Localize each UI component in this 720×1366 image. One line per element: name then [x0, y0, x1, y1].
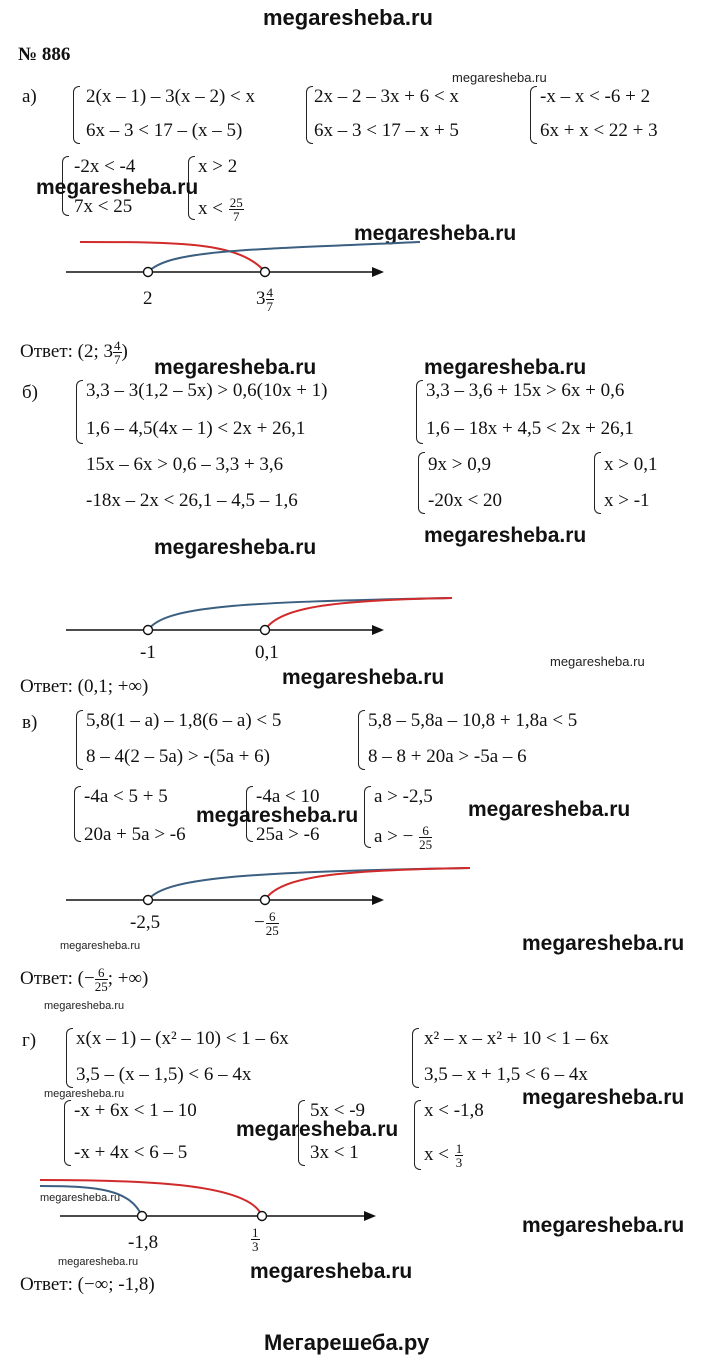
open-point: [138, 1212, 147, 1221]
answer-b: [20, 676, 148, 698]
number-line-c: [0, 862, 720, 922]
answer-label: Ответ:: [20, 1274, 73, 1295]
watermark-small: megaresheba.ru: [550, 654, 645, 669]
frac-den: 25: [419, 837, 433, 852]
frac-den: 25: [265, 923, 279, 938]
fraction: [113, 339, 122, 366]
d-s5-line1: x < -1,8: [424, 1100, 484, 1121]
frac-num: 6: [95, 966, 108, 980]
watermark: megaresheba.ru: [236, 1118, 399, 1141]
frac-den: 7: [232, 209, 240, 224]
frac-den: 25: [94, 979, 108, 994]
tick-label-1-3: [250, 1226, 261, 1253]
open-point: [261, 896, 270, 905]
answer-label: Ответ:: [20, 967, 73, 989]
b-s5-line1: x > 0,1: [604, 454, 658, 475]
blue-arc: [148, 598, 452, 630]
answer-c: [20, 966, 148, 993]
c-s2-line1: 5,8 – 5,8a – 10,8 + 1,8a < 5: [368, 710, 578, 731]
axis-arrow: [364, 1211, 376, 1221]
brace: [306, 86, 313, 144]
site-header: megaresheba.ru: [263, 5, 433, 30]
tick-sign: −: [254, 911, 265, 933]
frac-num: 4: [266, 285, 273, 300]
part-a-label: а): [22, 86, 37, 107]
c-s1-line1: 5,8(1 – a) – 1,8(6 – a) < 5: [86, 710, 282, 731]
a-s3-line2: 6x + x < 22 + 3: [540, 120, 658, 141]
a-s5-line2: [198, 196, 245, 223]
problem-number: № 886: [18, 44, 71, 65]
answer-suffix: ; +∞): [107, 967, 149, 989]
fraction: [229, 196, 244, 223]
part-b-label: б): [22, 382, 38, 403]
brace: [74, 786, 81, 842]
open-point: [144, 626, 153, 635]
answer-prefix: (−: [77, 967, 95, 989]
blue-arc: [148, 242, 420, 272]
tick-label-minus-6-25: [254, 910, 280, 937]
frac-den: 7: [266, 299, 273, 314]
b-s2-line2: 1,6 – 18x + 4,5 < 2x + 26,1: [426, 418, 634, 439]
axis-arrow: [372, 895, 384, 905]
fraction: [95, 966, 108, 993]
c-s5-line1: a > -2,5: [374, 786, 433, 807]
watermark: megaresheba.ru: [522, 1214, 685, 1237]
brace: [594, 452, 601, 514]
c-s2-line2: 8 – 8 + 20a > -5a – 6: [368, 746, 527, 767]
frac-den: 3: [455, 1155, 463, 1170]
frac-num: 1: [455, 1141, 463, 1156]
d-s3-line1: -x + 6x < 1 – 10: [74, 1100, 197, 1121]
brace: [76, 710, 83, 770]
a-s3-line1: -x – x < -6 + 2: [540, 86, 651, 107]
watermark: megaresheba.ru: [196, 804, 359, 827]
frac-num: 6: [419, 824, 432, 838]
watermark-small: megaresheba.ru: [452, 70, 547, 85]
b-s1-line1: 3,3 – 3(1,2 – 5x) > 0,6(10x + 1): [86, 380, 328, 401]
a-s5-line1: x > 2: [198, 156, 238, 177]
b-s4-line2: -20x < 20: [428, 490, 503, 511]
brace: [418, 452, 425, 514]
answer-value: (−∞; -1,8): [77, 1274, 155, 1295]
fraction: [266, 286, 275, 313]
fraction: [455, 1142, 464, 1169]
watermark: megaresheba.ru: [522, 932, 685, 955]
d-s4-line2: 3x < 1: [310, 1142, 359, 1163]
d-s1-line2: 3,5 – (x – 1,5) < 6 – 4x: [76, 1064, 252, 1085]
frac-num: 4: [114, 338, 121, 353]
b-s1-line2: 1,6 – 4,5(4x – 1) < 2x + 26,1: [86, 418, 306, 439]
watermark: megaresheba.ru: [250, 1260, 413, 1283]
tick-label-3-4-7: [256, 286, 275, 313]
answer-prefix: (2; 3: [77, 340, 114, 362]
watermark: megaresheba.ru: [354, 222, 517, 245]
c-s4-line1: -4a < 10: [256, 786, 320, 807]
c-s5-lhs: a > −: [374, 825, 414, 847]
brace: [416, 380, 423, 444]
tick-label-minus-2-5: -2,5: [130, 912, 161, 933]
a-s4-line2: 7x < 25: [74, 196, 133, 217]
d-s4-line1: 5x < -9: [310, 1100, 366, 1121]
tick-label-2: 2: [143, 288, 153, 309]
a-s4-line1: -2x < -4: [74, 156, 136, 177]
open-point: [144, 896, 153, 905]
number-line-a: [0, 236, 720, 326]
open-point: [144, 268, 153, 277]
b-s5-line2: x > -1: [604, 490, 650, 511]
d-s5-lhs: x <: [424, 1143, 449, 1165]
b-s2-line1: 3,3 – 3,6 + 15x > 6x + 0,6: [426, 380, 625, 401]
watermark-small: megaresheba.ru: [40, 1192, 121, 1204]
watermark: megaresheba.ru: [154, 356, 317, 379]
watermark-small: megaresheba.ru: [44, 1088, 125, 1100]
brace: [76, 380, 83, 444]
watermark: megaresheba.ru: [468, 798, 631, 821]
part-c-label: в): [22, 712, 38, 733]
watermark: megaresheba.ru: [282, 666, 445, 689]
a-s2-line2: 6x – 3 < 17 – x + 5: [314, 120, 459, 141]
c-s4-line2: 25a > -6: [256, 824, 320, 845]
open-point: [261, 626, 270, 635]
answer-label: Ответ:: [20, 340, 73, 362]
b-s3-line1: 15x – 6x > 0,6 – 3,3 + 3,6: [86, 454, 284, 475]
b-s4-line1: 9x > 0,9: [428, 454, 491, 475]
a-s2-line1: 2x – 2 – 3x + 6 < x: [314, 86, 459, 107]
brace: [530, 86, 537, 144]
c-s3-line2: 20a + 5a > -6: [84, 824, 186, 845]
brace: [66, 1028, 73, 1088]
red-arc: [80, 242, 265, 272]
axis-arrow: [372, 625, 384, 635]
fraction: [266, 910, 279, 937]
brace: [364, 786, 371, 848]
a-s1-line2: 6x – 3 < 17 – (x – 5): [86, 120, 243, 141]
watermark-small: megaresheba.ru: [60, 940, 141, 952]
c-s3-line1: -4a < 5 + 5: [84, 786, 168, 807]
frac-num: 6: [266, 910, 279, 924]
d-s5-line2: [424, 1142, 464, 1169]
tick-label-minus-1-8: -1,8: [128, 1232, 159, 1253]
answer-label: Ответ:: [20, 676, 73, 697]
d-s3-line2: -x + 4x < 6 – 5: [74, 1142, 188, 1163]
watermark: megaresheba.ru: [154, 536, 317, 559]
open-point: [261, 268, 270, 277]
b-s3-line2: -18x – 2x < 26,1 – 4,5 – 1,6: [86, 490, 298, 511]
d-s2-line1: x² – x – x² + 10 < 1 – 6x: [424, 1028, 609, 1049]
frac-den: 3: [252, 1239, 259, 1254]
brace: [64, 1100, 71, 1166]
d-s1-line1: x(x – 1) – (x² – 10) < 1 – 6x: [76, 1028, 289, 1049]
watermark: megaresheba.ru: [522, 1086, 685, 1109]
frac-num: 1: [252, 1225, 259, 1240]
axis-arrow: [372, 267, 384, 277]
number-line-b: [0, 592, 720, 652]
open-point: [258, 1212, 267, 1221]
answer-value: (0,1; +∞): [77, 676, 149, 697]
tick-label-minus-1: -1: [140, 642, 156, 663]
d-s2-line2: 3,5 – x + 1,5 < 6 – 4x: [424, 1064, 588, 1085]
answer-suffix: ): [121, 340, 128, 362]
watermark-small: megaresheba.ru: [44, 1000, 125, 1012]
watermark: megaresheba.ru: [424, 524, 587, 547]
brace: [414, 1100, 421, 1170]
part-d-label: г): [22, 1030, 37, 1051]
tick-label-0-1: 0,1: [255, 642, 279, 663]
answer-a: [20, 339, 128, 366]
a-s5-lhs: x <: [198, 197, 223, 219]
frac-num: 25: [229, 195, 243, 210]
c-s1-line2: 8 – 4(2 – 5a) > -(5a + 6): [86, 746, 270, 767]
watermark: megaresheba.ru: [424, 356, 587, 379]
watermark-small: megaresheba.ru: [58, 1256, 139, 1268]
brace: [358, 710, 365, 770]
c-s5-line2: [374, 824, 433, 851]
site-footer: Мегарешеба.ру: [264, 1330, 430, 1355]
frac-den: 7: [114, 352, 121, 367]
brace: [73, 86, 80, 144]
brace: [412, 1028, 419, 1088]
fraction: [251, 1226, 260, 1253]
answer-d: [20, 1274, 155, 1296]
a-s1-line1: 2(x – 1) – 3(x – 2) < x: [86, 86, 256, 107]
mixed-int: 3: [256, 287, 266, 309]
fraction: [419, 824, 432, 851]
watermark: megaresheba.ru: [36, 176, 199, 199]
blue-arc: [148, 868, 470, 900]
